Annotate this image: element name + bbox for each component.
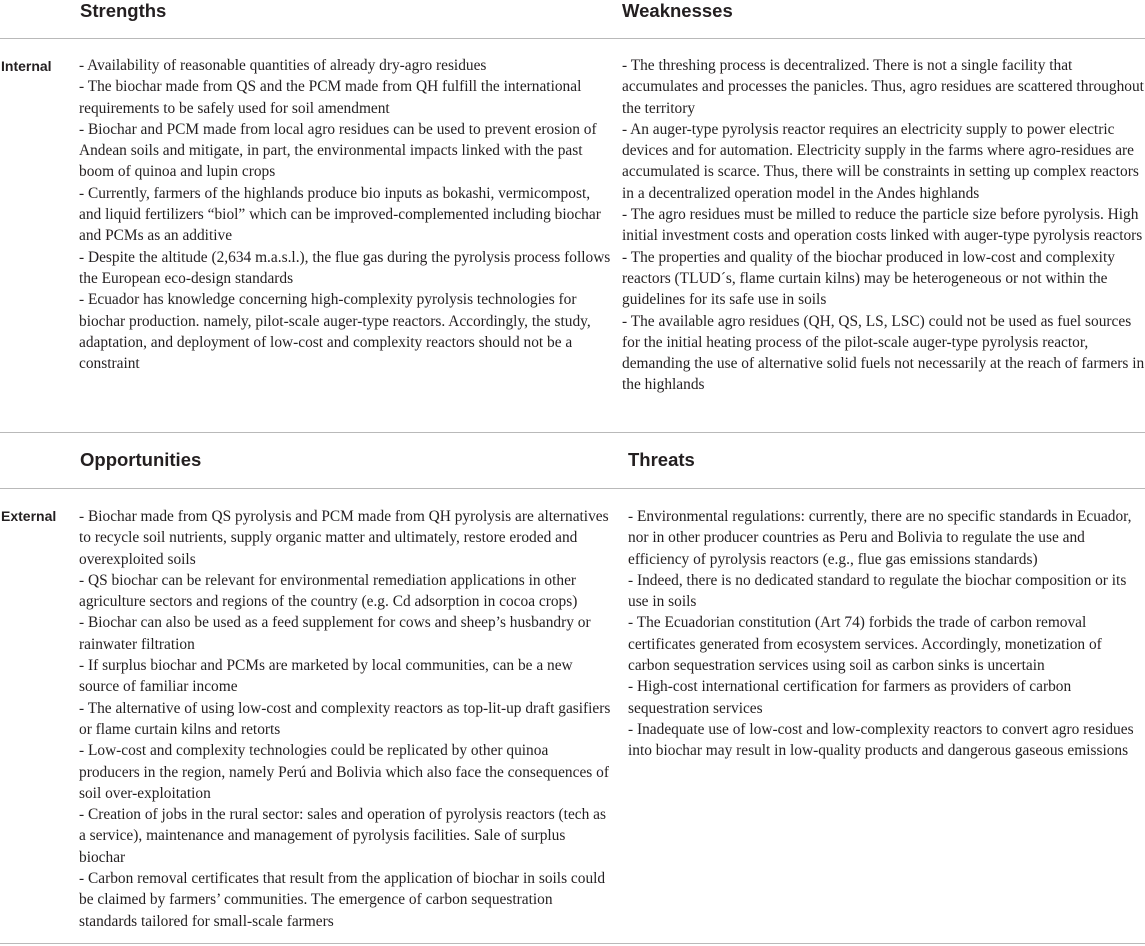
opportunity-item: - Creation of jobs in the rural sector: sales and operation of pyrolysis reactors (tech as a service), maintenance and management of pyrolysis facilities. Sale of surplus biochar bbox=[79, 806, 606, 866]
opportunity-item: - Biochar can also be used as a feed supplement for cows and sheep’s husbandry or rainwater filtration bbox=[79, 614, 591, 653]
strength-item: - Ecuador has knowledge concerning high-complexity pyrolysis technologies for biochar production. namely, pilot-scale auger-type reactors. Accordingly, the study, adaptation, and deployment of low-cost and complexity reactors should not be a constraint bbox=[79, 291, 591, 373]
threat-item: - Inadequate use of low-cost and low-complexity reactors to convert agro residues into biochar may result in low-quality products and dangerous gaseous emissions bbox=[628, 720, 1134, 760]
row-label-external: External bbox=[1, 508, 57, 524]
strength-item: - The biochar made from QS and the PCM made from QH fulfill the international requirements to be safely used for soil amendment bbox=[79, 78, 582, 117]
weaknesses-list bbox=[622, 55, 1145, 396]
weakness-item: - The agro residues must be milled to reduce the particle size before pyrolysis. High initial investment costs and operation costs linked with auger-type pyrolysis reactors bbox=[622, 206, 1143, 245]
header-divider-top bbox=[0, 38, 1145, 39]
threat-item: - Indeed, there is no dedicated standard to regulate the biochar composition or its use in soils bbox=[628, 571, 1127, 611]
threat-item: - Environmental regulations: currently, there are no specific standards in Ecuador, nor in other producer countries as Peru and Bolivia to regulate the use and efficiency of pyrolysis reactors (e.g., flue gas emissions standards) bbox=[628, 508, 1132, 568]
opportunity-item: - If surplus biochar and PCMs are marketed by local communities, can be a new source of familiar income bbox=[79, 657, 573, 696]
header-divider-bottom bbox=[0, 488, 1145, 489]
opportunity-item: - Biochar made from QS pyrolysis and PCM made from QH pyrolysis are alternatives to recycle soil nutrients, supply organic matter and ultimately, restore eroded and overexploited soils bbox=[79, 508, 609, 568]
header-threats: Threats bbox=[628, 449, 695, 470]
strength-item: - Availability of reasonable quantities of already dry-agro residues bbox=[79, 57, 487, 74]
header-opportunities: Opportunities bbox=[80, 449, 202, 470]
opportunity-item: - Low-cost and complexity technologies could be replicated by other quinoa producers in the region, namely Perú and Bolivia which also face the consequences of soil over-exploitation bbox=[79, 742, 609, 802]
threats-list bbox=[628, 506, 1145, 762]
threat-item: - High-cost international certification for farmers as providers of carbon sequestration services bbox=[628, 678, 1072, 717]
opportunities-list bbox=[79, 506, 611, 932]
row-label-internal: Internal bbox=[1, 58, 52, 74]
header-weaknesses: Weaknesses bbox=[622, 0, 733, 21]
threat-item: - The Ecuadorian constitution (Art 74) forbids the trade of carbon removal certificates generated from ecosystem services. Accordingly, monetization of carbon sequestration services using soil as carbon sinks is uncertain bbox=[628, 614, 1102, 675]
row-divider-internal-external bbox=[0, 432, 1145, 433]
strength-item: - Currently, farmers of the highlands produce bio inputs as bokashi, vermicompost, and liquid fertilizers “biol” which can be improved-complemented including biochar and PCMs as an additive bbox=[79, 184, 601, 245]
table-bottom-rule bbox=[0, 943, 1145, 944]
opportunity-item: - QS biochar can be relevant for environmental remediation applications in other agriculture sectors and regions of the country (e.g. Cd adsorption in cocoa crops) bbox=[79, 571, 578, 611]
strengths-list bbox=[79, 55, 611, 374]
opportunity-item: - Carbon removal certificates that result from the application of biochar in soils could be claimed by farmers’ communities. The emergence of carbon sequestration standards tailored for small-scale farmers bbox=[79, 870, 606, 930]
weakness-item: - The available agro residues (QH, QS, LS, LSC) could not be used as fuel sources for the initial heating process of the pilot-scale auger-type pyrolysis reactor, demanding the use of alternative solid fuels not necessarily at the reach of farmers in the highlands bbox=[622, 312, 1145, 394]
opportunity-item: - The alternative of using low-cost and complexity reactors as top-lit-up draft gasifiers or flame curtain kilns and retorts bbox=[79, 699, 611, 738]
strength-item: - Biochar and PCM made from local agro residues can be used to prevent erosion of Andean soils and mitigate, in part, the environmental impacts linked with the past boom of quinoa and lupin crops bbox=[79, 120, 597, 181]
weakness-item: - The properties and quality of the biochar produced in low-cost and complexity reactors (TLUD´s, flame curtain kilns) may be heterogeneous or not within the guidelines for its safe use in soils bbox=[622, 248, 1115, 309]
strength-item: - Despite the altitude (2,634 m.a.s.l.), the flue gas during the pyrolysis process follows the European eco-design standards bbox=[79, 248, 611, 287]
weakness-item: - The threshing process is decentralized. There is not a single facility that accumulates and processes the panicles. Thus, agro residues are scattered throughout the territory bbox=[622, 57, 1144, 117]
header-strengths: Strengths bbox=[80, 0, 167, 21]
weakness-item: - An auger-type pyrolysis reactor requires an electricity supply to power electric devices and for automation. Electricity supply in the farms where agro-residues are accumulated is scarce. Thus, there will be constraints in setting up complex reactors in a decentralized operation model in the Andes highlands bbox=[622, 120, 1139, 202]
